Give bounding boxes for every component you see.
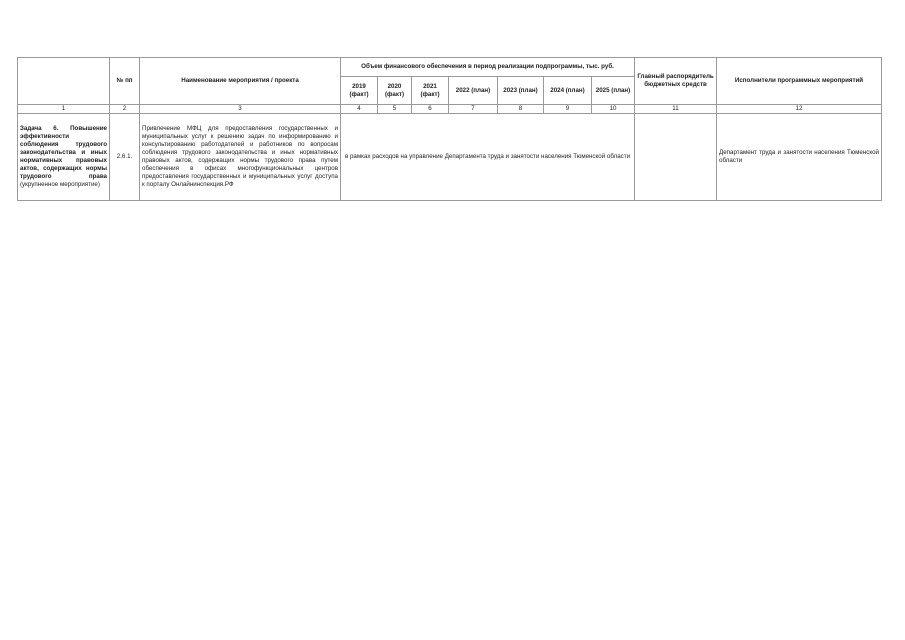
header-event-name: Наименование мероприятия / проекта [140,58,341,105]
event-name: Привлечение МФЦ для предоставления государственных и муниципальных услуг к решению задач по информированию и консультированию работодателей и работников по вопросам соблюдения трудового законодательства и иных нормативных правовых актов, содержащих нормы трудового права путем обеспечения в офисах многофункциональных центров предоставления государственных и муниципальных услуг доступа к порталу Онлайнинспекция.РФ [140,113,341,200]
header-year-2019: 2019 (факт) [341,77,378,105]
header-year-2022: 2022 (план) [449,77,498,105]
task-note: (укрупненное мероприятие) [20,180,100,188]
pp-number: 2.6.1. [110,113,140,200]
header-financing-group: Объем финансового обеспечения в период реализации подпрограммы, тыс. руб. [341,58,635,77]
column-number: 4 [341,105,378,114]
column-number: 7 [449,105,498,114]
column-number: 10 [592,105,635,114]
column-number: 9 [544,105,592,114]
budget-manager-cell [635,113,717,200]
column-number: 11 [635,105,717,114]
column-number: 12 [717,105,882,114]
column-number: 3 [140,105,341,114]
column-number: 5 [378,105,412,114]
subprogram-table [17,57,882,201]
header-executors: Исполнители программных мероприятий [717,58,882,105]
executors-cell: Департамент труда и занятости населения Тюменской области [717,113,882,200]
header-pp: № пп [110,58,140,105]
header-year-2025: 2025 (план) [592,77,635,105]
column-number: 1 [18,105,110,114]
column-number: 6 [412,105,449,114]
header-year-2024: 2024 (план) [544,77,592,105]
header-task-empty [18,58,110,105]
column-number: 8 [498,105,544,114]
financing-note: в рамках расходов на управление Департамента труда и занятости населения Тюменской области [341,113,635,200]
task-title: Задача 6. Повышение эффективности соблюдения трудового законодательства и иных нормативных правовых актов, содержащих нормы трудового права [20,125,107,180]
column-number: 2 [110,105,140,114]
header-year-2020: 2020 (факт) [378,77,412,105]
header-year-2023: 2023 (план) [498,77,544,105]
table-row [18,113,882,200]
task-cell [18,113,110,200]
header-year-2021: 2021 (факт) [412,77,449,105]
header-budget-manager: Главный распорядитель бюджетных средств [635,58,717,105]
